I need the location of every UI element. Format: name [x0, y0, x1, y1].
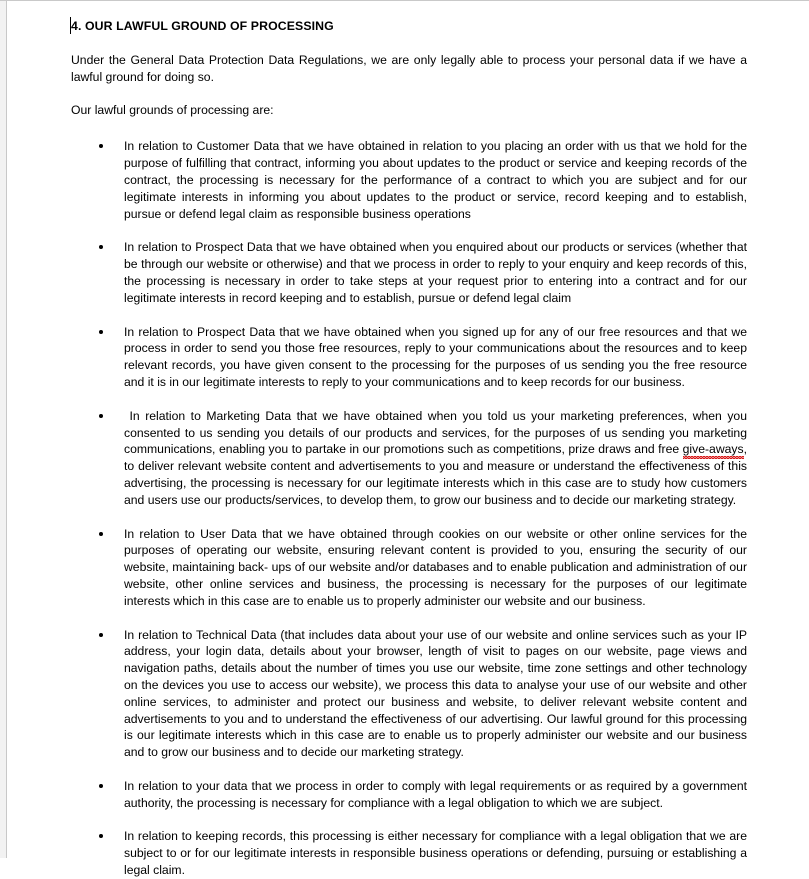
intro-paragraph-1: Under the General Data Protection Data Regulations, we are only legally able to process your personal data if we have a lawful ground for doing so.: [71, 53, 747, 84]
list-item-text: In relation to your data that we process in order to comply with legal requirements or as required by a government authority, the processing is necessary for compliance with a legal obligation to which we are subject.: [124, 778, 747, 810]
bullet-icon: [99, 245, 103, 249]
list-item: [71, 778, 747, 812]
list-item: [71, 828, 747, 878]
list-item: [71, 138, 747, 222]
list-item-text: [124, 408, 751, 509]
list-item: [71, 526, 747, 610]
page-left-border: [6, 0, 7, 858]
list-item-text: In relation to Prospect Data that we have obtained when you enquired about our products or services (whether that be through our website or otherwise) and that we process in order to reply to your enquiry and keep records of this, the processing is necessary in order to take steps at your request prior to entering into a contract and for our legitimate interests in record keeping and to establish, pursue or defend legal claim: [124, 240, 747, 305]
list-item: [71, 627, 747, 761]
list-item: [71, 239, 747, 306]
bullet-icon: [99, 834, 103, 838]
bullet-icon: [99, 330, 103, 334]
intro-paragraph-2: Our lawful grounds of processing are:: [71, 102, 274, 117]
list-item-text: In relation to Technical Data (that includes data about your use of our website and online services such as your IP address, your login data, details about your browser, length of visit to pages on our website, page views and navigation paths, details about the number of times you use our website, time zone settings and other technology on the devices you use to access our website), we process this data to analyse your use of our website and other online services, to administer and protect our business and website, to deliver relevant website content and advertisements to you and to understand the effectiveness of our advertising. Our lawful ground for this processing is our legitimate interests which in this case are to enable us to properly administer our website and our business and to grow our business and to decide our marketing strategy.: [124, 627, 747, 760]
bullet-icon: [99, 784, 103, 788]
bullet-icon: [99, 532, 103, 536]
bullet-icon: [99, 633, 103, 637]
list-item-text: In relation to keeping records, this processing is either necessary for compliance with a legal obligation that we are subject to or for our legitimate interests in responsible business operations or defending, pursuing or establishing a legal claim.: [124, 829, 747, 878]
list-item-text: In relation to User Data that we have obtained through cookies on our website or other online services for the purposes of operating our website, ensuring relevant content is provided to you, ensuring the security of our website, maintaining back- ups of our website and/or databases and to enable publication and administration of our website, other online services and business, the processing is necessary for the purposes of our legitimate interests which in this case are to enable us to properly administer our website and our business.: [124, 526, 747, 608]
section-heading: 4. OUR LAWFUL GROUND OF PROCESSING: [71, 19, 334, 33]
document-text-column[interactable]: [71, 0, 751, 878]
bullet-icon: [99, 144, 103, 148]
misspelled-word[interactable]: give-aways: [682, 442, 744, 457]
list-item: [71, 408, 751, 509]
lawful-grounds-list: [71, 138, 751, 878]
text-caret: [70, 17, 71, 34]
list-item-text: In relation to Customer Data that we have obtained in relation to you placing an order with us that we hold for the purpose of fulfilling that contract, informing you about updates to the product or service and keeping records of the contract, the processing is necessary for the performance of a contract to which you are subject and for our legitimate interests in informing you about updates to the product or service, record keeping and to establish, pursue or defend legal claim as responsible business operations: [124, 139, 747, 221]
list-item-text-before: In relation to Marketing Data that we have obtained when you told us your marketing preferences, when you consented to us sending you details of our products and services, for the purposes of us sending you marketing communications, enabling you to partake in our promotions such as competitions, prize draws and free: [124, 408, 751, 457]
list-item: [71, 324, 747, 391]
list-item-text-after: , to deliver relevant website content and advertisements to you and measure or understand the effectiveness of this advertising, the processing is necessary for our legitimate interests which in this case are to study how customers and users use our products/services, to develop them, to grow our business and to decide our marketing strategy.: [124, 442, 747, 507]
list-item-text: In relation to Prospect Data that we have obtained when you signed up for any of our free resources and that we process in order to send you those free resources, reply to your communications about the resources and to keep relevant records, you have given consent to the processing for the purposes of us sending you the free resource and it is in our legitimate interests to reply to your communications and to keep records for our business.: [124, 324, 747, 389]
bullet-icon: [99, 414, 103, 418]
